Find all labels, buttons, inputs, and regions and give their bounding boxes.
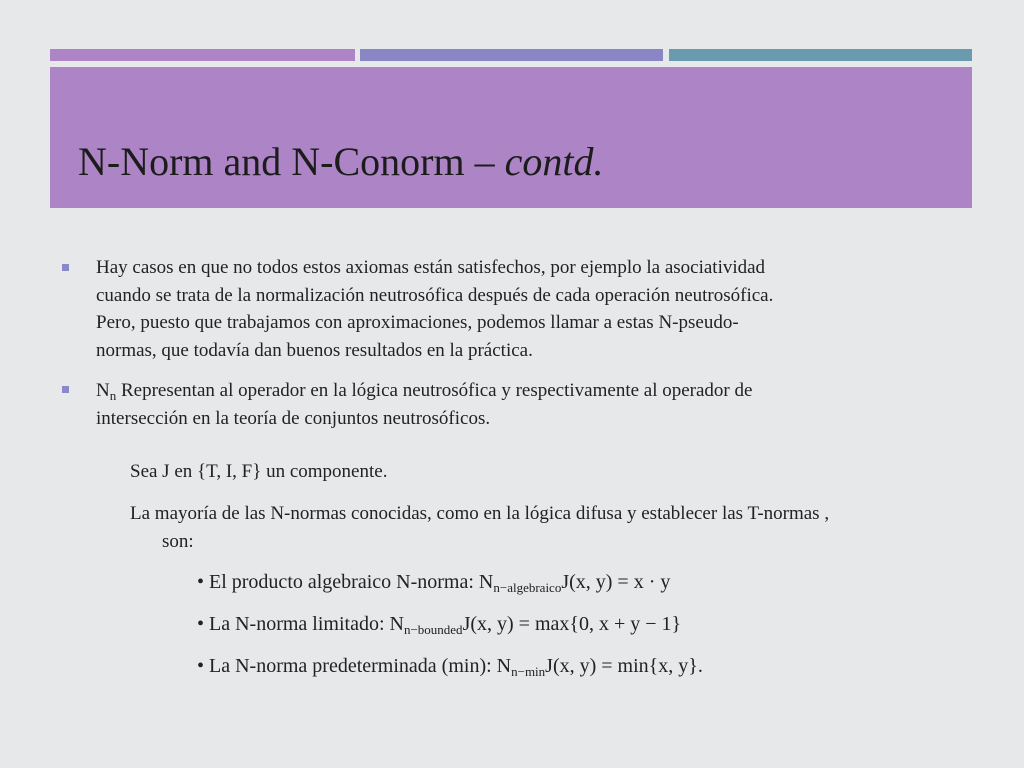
bullet-paragraph-operator — [96, 377, 936, 432]
square-bullet-icon — [62, 386, 69, 393]
text-line: cuando se trata de la normalización neutrosófica después de cada operación neutrosófica. — [96, 284, 774, 306]
item-formula: J(x, y) = min{x, y}. — [545, 655, 703, 677]
text-line: normas, que todavía dan buenos resultados en la práctica. — [96, 339, 533, 361]
bullet-paragraph-axioms — [96, 254, 936, 364]
item-prefix: • La N-norma limitado: N — [197, 613, 404, 635]
text-line: La mayoría de las N-normas conocidas, como en la lógica difusa y establecer las T-normas , — [130, 503, 830, 524]
title-italic: contd. — [504, 139, 604, 184]
norm-item-bounded — [197, 610, 681, 638]
component-paragraph: Sea J en {T, I, F} un componente. — [130, 461, 388, 482]
text-line: Hay casos en que no todos estos axiomas están satisfechos, por ejemplo la asociatividad — [96, 257, 766, 278]
square-bullet-icon — [62, 264, 69, 271]
item-subscript: n−min — [511, 664, 546, 679]
n-symbol-subscript: n — [109, 388, 117, 403]
item-subscript: n−algebraico — [493, 580, 562, 595]
text-line: intersección en la teoría de conjuntos neutrosóficos. — [96, 407, 491, 429]
text-line: Representan al operador en la lógica neutrosófica y respectivamente al operador de — [116, 380, 753, 401]
norm-item-min — [197, 652, 703, 680]
item-formula: J(x, y) = x · y — [561, 571, 671, 593]
n-symbol: N — [96, 380, 110, 401]
text-line: son: — [162, 530, 194, 552]
item-subscript: n−bounded — [403, 622, 463, 637]
title-main: N-Norm and N-Conorm – — [78, 139, 505, 184]
majority-paragraph — [130, 500, 990, 555]
item-formula: J(x, y) = max{0, x + y − 1} — [462, 613, 682, 635]
item-prefix: • El producto algebraico N-norma: N — [197, 571, 494, 593]
norm-item-algebraic — [197, 568, 670, 596]
text-line: Pero, puesto que trabajamos con aproximaciones, podemos llamar a estas N-pseudo- — [96, 312, 739, 333]
item-prefix: • La N-norma predeterminada (min): N — [197, 655, 512, 677]
